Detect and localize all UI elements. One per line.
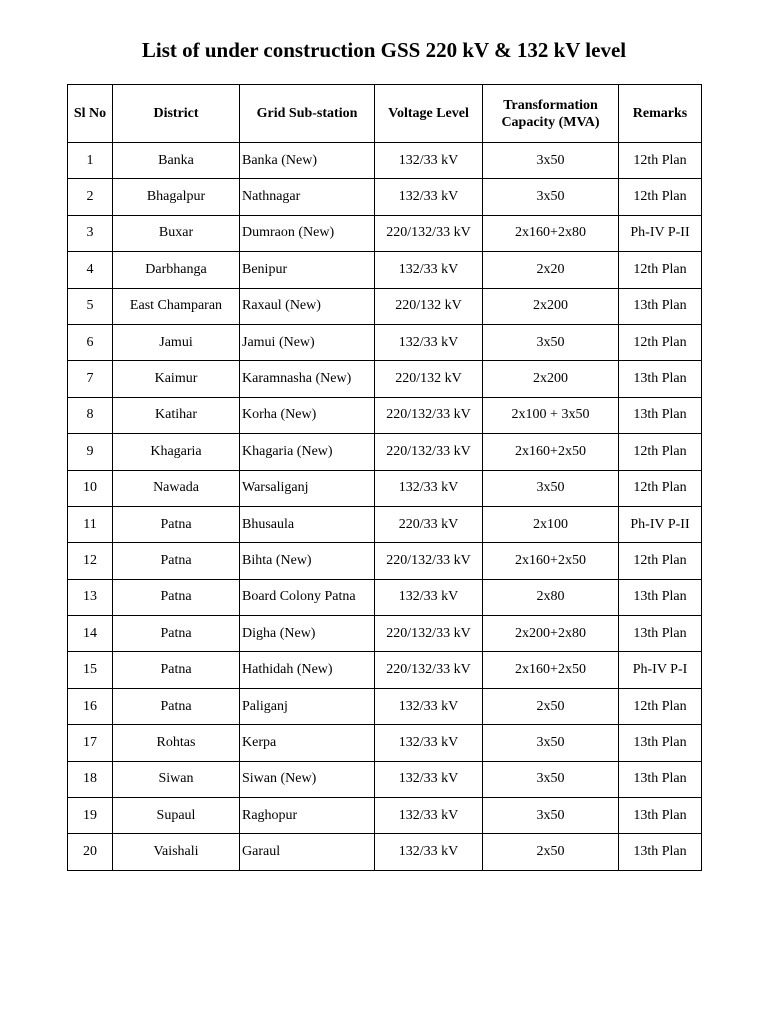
cell-grid-substation: Kerpa: [240, 725, 375, 761]
cell-district: Patna: [113, 616, 240, 652]
table-row: [68, 834, 702, 870]
cell-transformation-capacity: 2x200: [483, 288, 619, 324]
cell-voltage-level: 220/132/33 kV: [375, 434, 483, 470]
cell-voltage-level: 220/132/33 kV: [375, 215, 483, 251]
cell-transformation-capacity: 2x80: [483, 579, 619, 615]
cell-transformation-capacity: 2x20: [483, 252, 619, 288]
table-row: [68, 179, 702, 215]
table-body: [68, 143, 702, 871]
cell-sl-no: 17: [68, 725, 113, 761]
cell-grid-substation: Nathnagar: [240, 179, 375, 215]
cell-sl-no: 1: [68, 143, 113, 179]
cell-grid-substation: Benipur: [240, 252, 375, 288]
cell-sl-no: 14: [68, 616, 113, 652]
cell-transformation-capacity: 2x200+2x80: [483, 616, 619, 652]
cell-sl-no: 6: [68, 324, 113, 360]
cell-sl-no: 16: [68, 688, 113, 724]
cell-voltage-level: 220/132/33 kV: [375, 543, 483, 579]
cell-voltage-level: 132/33 kV: [375, 143, 483, 179]
cell-remarks: 12th Plan: [619, 252, 702, 288]
cell-grid-substation: Karamnasha (New): [240, 361, 375, 397]
table-row: [68, 798, 702, 834]
table-row: [68, 397, 702, 433]
cell-grid-substation: Korha (New): [240, 397, 375, 433]
cell-remarks: Ph-IV P-I: [619, 652, 702, 688]
cell-district: Patna: [113, 688, 240, 724]
cell-voltage-level: 220/132/33 kV: [375, 652, 483, 688]
cell-voltage-level: 132/33 kV: [375, 579, 483, 615]
table-row: [68, 579, 702, 615]
cell-remarks: 12th Plan: [619, 470, 702, 506]
cell-transformation-capacity: 2x200: [483, 361, 619, 397]
cell-district: Nawada: [113, 470, 240, 506]
cell-grid-substation: Garaul: [240, 834, 375, 870]
cell-remarks: 13th Plan: [619, 288, 702, 324]
table-row: [68, 252, 702, 288]
table-row: [68, 288, 702, 324]
table-row: [68, 543, 702, 579]
cell-remarks: 12th Plan: [619, 543, 702, 579]
cell-remarks: 13th Plan: [619, 579, 702, 615]
cell-voltage-level: 132/33 kV: [375, 761, 483, 797]
cell-sl-no: 5: [68, 288, 113, 324]
cell-district: Patna: [113, 543, 240, 579]
cell-district: Bhagalpur: [113, 179, 240, 215]
cell-voltage-level: 220/132 kV: [375, 361, 483, 397]
cell-grid-substation: Bihta (New): [240, 543, 375, 579]
cell-sl-no: 7: [68, 361, 113, 397]
cell-sl-no: 9: [68, 434, 113, 470]
cell-grid-substation: Board Colony Patna: [240, 579, 375, 615]
cell-district: East Champaran: [113, 288, 240, 324]
table-row: [68, 616, 702, 652]
header-transformation-capacity: Transformation Capacity (MVA): [483, 85, 619, 143]
cell-remarks: Ph-IV P-II: [619, 215, 702, 251]
header-grid-substation: Grid Sub-station: [240, 85, 375, 143]
cell-remarks: 13th Plan: [619, 725, 702, 761]
cell-sl-no: 2: [68, 179, 113, 215]
cell-transformation-capacity: 2x160+2x50: [483, 543, 619, 579]
cell-transformation-capacity: 2x160+2x80: [483, 215, 619, 251]
cell-district: Patna: [113, 579, 240, 615]
table-header-row: [68, 85, 702, 143]
table-row: [68, 470, 702, 506]
cell-district: Vaishali: [113, 834, 240, 870]
cell-district: Banka: [113, 143, 240, 179]
cell-grid-substation: Banka (New): [240, 143, 375, 179]
cell-remarks: 13th Plan: [619, 616, 702, 652]
cell-grid-substation: Paliganj: [240, 688, 375, 724]
table-row: [68, 143, 702, 179]
table-row: [68, 215, 702, 251]
table-row: [68, 506, 702, 542]
cell-district: Patna: [113, 652, 240, 688]
cell-grid-substation: Siwan (New): [240, 761, 375, 797]
cell-transformation-capacity: 2x100 + 3x50: [483, 397, 619, 433]
cell-transformation-capacity: 3x50: [483, 470, 619, 506]
header-district: District: [113, 85, 240, 143]
cell-district: Kaimur: [113, 361, 240, 397]
cell-sl-no: 8: [68, 397, 113, 433]
cell-remarks: 13th Plan: [619, 798, 702, 834]
cell-sl-no: 20: [68, 834, 113, 870]
gss-table: [67, 84, 702, 871]
cell-grid-substation: Raghopur: [240, 798, 375, 834]
cell-remarks: Ph-IV P-II: [619, 506, 702, 542]
cell-sl-no: 11: [68, 506, 113, 542]
cell-transformation-capacity: 2x100: [483, 506, 619, 542]
header-voltage-level: Voltage Level: [375, 85, 483, 143]
cell-grid-substation: Raxaul (New): [240, 288, 375, 324]
cell-sl-no: 4: [68, 252, 113, 288]
cell-transformation-capacity: 3x50: [483, 761, 619, 797]
cell-grid-substation: Hathidah (New): [240, 652, 375, 688]
table-row: [68, 688, 702, 724]
cell-transformation-capacity: 2x50: [483, 834, 619, 870]
cell-grid-substation: Dumraon (New): [240, 215, 375, 251]
table-row: [68, 652, 702, 688]
cell-sl-no: 13: [68, 579, 113, 615]
cell-remarks: 13th Plan: [619, 397, 702, 433]
cell-sl-no: 18: [68, 761, 113, 797]
cell-transformation-capacity: 2x50: [483, 688, 619, 724]
cell-district: Supaul: [113, 798, 240, 834]
cell-voltage-level: 132/33 kV: [375, 470, 483, 506]
cell-remarks: 12th Plan: [619, 324, 702, 360]
cell-voltage-level: 220/132 kV: [375, 288, 483, 324]
cell-transformation-capacity: 2x160+2x50: [483, 434, 619, 470]
cell-grid-substation: Bhusaula: [240, 506, 375, 542]
header-remarks: Remarks: [619, 85, 702, 143]
cell-district: Jamui: [113, 324, 240, 360]
cell-remarks: 13th Plan: [619, 361, 702, 397]
cell-district: Khagaria: [113, 434, 240, 470]
cell-transformation-capacity: 3x50: [483, 143, 619, 179]
cell-sl-no: 12: [68, 543, 113, 579]
cell-district: Siwan: [113, 761, 240, 797]
cell-transformation-capacity: 3x50: [483, 179, 619, 215]
cell-voltage-level: 132/33 kV: [375, 834, 483, 870]
cell-voltage-level: 132/33 kV: [375, 798, 483, 834]
cell-remarks: 13th Plan: [619, 761, 702, 797]
cell-remarks: 13th Plan: [619, 834, 702, 870]
cell-district: Katihar: [113, 397, 240, 433]
cell-sl-no: 15: [68, 652, 113, 688]
table-row: [68, 725, 702, 761]
cell-remarks: 12th Plan: [619, 688, 702, 724]
table-row: [68, 761, 702, 797]
cell-grid-substation: Warsaliganj: [240, 470, 375, 506]
cell-transformation-capacity: 2x160+2x50: [483, 652, 619, 688]
cell-grid-substation: Khagaria (New): [240, 434, 375, 470]
cell-sl-no: 3: [68, 215, 113, 251]
cell-voltage-level: 132/33 kV: [375, 179, 483, 215]
cell-grid-substation: Digha (New): [240, 616, 375, 652]
page-title: List of under construction GSS 220 kV & 132 kV level: [141, 38, 627, 62]
cell-sl-no: 10: [68, 470, 113, 506]
cell-district: Patna: [113, 506, 240, 542]
cell-voltage-level: 220/33 kV: [375, 506, 483, 542]
cell-transformation-capacity: 3x50: [483, 324, 619, 360]
cell-voltage-level: 132/33 kV: [375, 324, 483, 360]
cell-voltage-level: 132/33 kV: [375, 688, 483, 724]
cell-voltage-level: 220/132/33 kV: [375, 397, 483, 433]
table-row: [68, 434, 702, 470]
cell-transformation-capacity: 3x50: [483, 725, 619, 761]
table-row: [68, 361, 702, 397]
cell-sl-no: 19: [68, 798, 113, 834]
table-row: [68, 324, 702, 360]
cell-district: Rohtas: [113, 725, 240, 761]
cell-district: Buxar: [113, 215, 240, 251]
cell-remarks: 12th Plan: [619, 434, 702, 470]
cell-district: Darbhanga: [113, 252, 240, 288]
cell-remarks: 12th Plan: [619, 179, 702, 215]
cell-remarks: 12th Plan: [619, 143, 702, 179]
cell-voltage-level: 132/33 kV: [375, 725, 483, 761]
cell-grid-substation: Jamui (New): [240, 324, 375, 360]
cell-voltage-level: 132/33 kV: [375, 252, 483, 288]
cell-voltage-level: 220/132/33 kV: [375, 616, 483, 652]
header-sl-no: Sl No: [68, 85, 113, 143]
cell-transformation-capacity: 3x50: [483, 798, 619, 834]
